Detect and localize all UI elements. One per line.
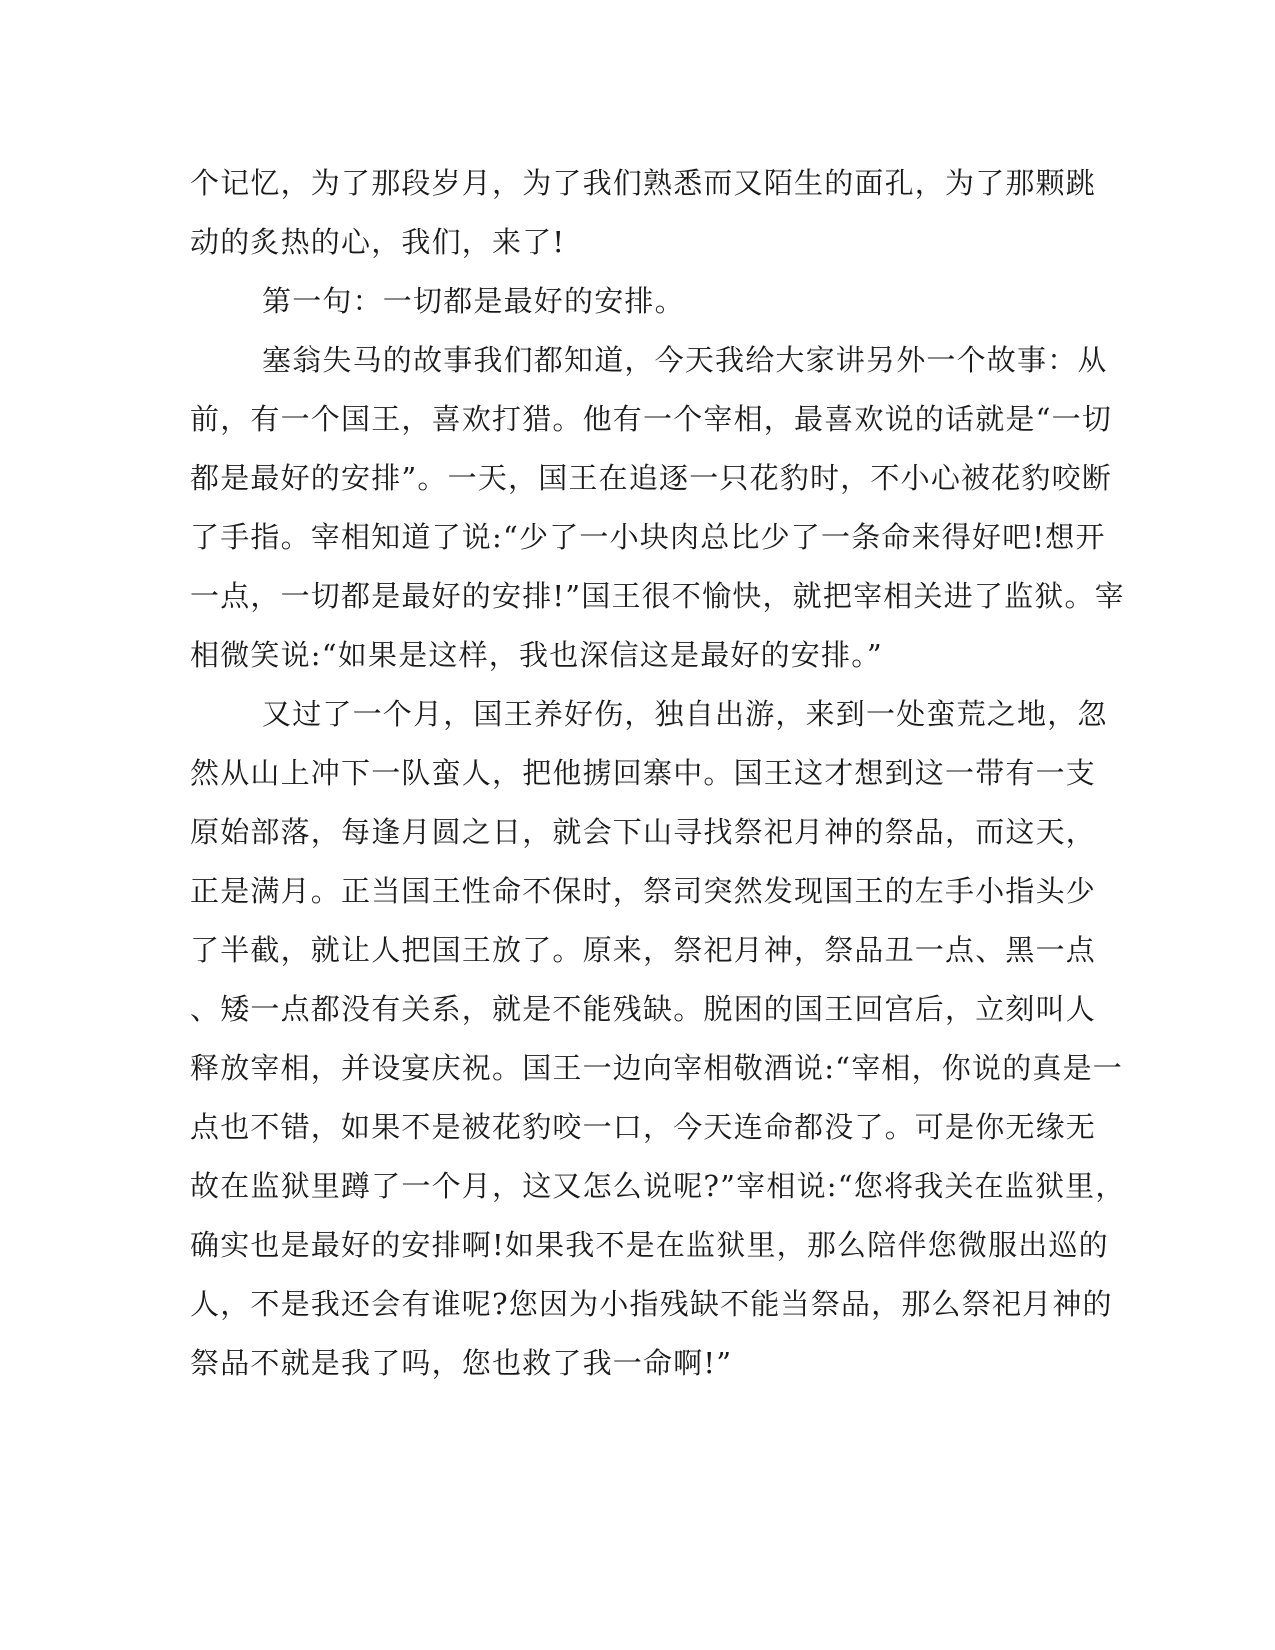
text-line: 塞翁失马的故事我们都知道，今天我给大家讲另外一个故事：从: [262, 343, 1108, 377]
text-line: 祭品不就是我了吗，您也救了我一命啊!”: [190, 1346, 733, 1380]
text-line: 点也不错，如果不是被花豹咬一口，今天连命都没了。可是你无缘无: [190, 1110, 1097, 1144]
text-line: 、矮一点都没有关系，就是不能残缺。脱困的国王回宫后，立刻叫人: [190, 992, 1097, 1026]
text-line: 又过了一个月，国王养好伤，独自出游，来到一处蛮荒之地，忽: [262, 697, 1108, 731]
text-line: 人，不是我还会有谁呢?您因为小指残缺不能当祭品，那么祭祀月神的: [190, 1287, 1113, 1321]
text-line: 动的炙热的心，我们，来了!: [190, 225, 566, 259]
text-line: 了手指。宰相知道了说:“少了一小块肉总比少了一条命来得好吧!想开: [190, 520, 1106, 554]
text-line: 了半截，就让人把国王放了。原来，祭祀月神，祭品丑一点、黑一点: [190, 933, 1097, 967]
text-line: 都是最好的安排”。一天，国王在追逐一只花豹时，不小心被花豹咬断: [190, 461, 1113, 495]
text-line: 然从山上冲下一队蛮人，把他掳回寨中。国王这才想到这一带有一支: [190, 756, 1097, 790]
text-line: 确实也是最好的安排啊!如果我不是在监狱里，那么陪伴您微服出巡的: [190, 1228, 1109, 1262]
text-line: 释放宰相，并设宴庆祝。国王一边向宰相敬酒说:“宰相，你说的真是一: [190, 1051, 1123, 1085]
text-line: 故在监狱里蹲了一个月，这又怎么说呢?”宰相说:“您将我关在监狱里，: [190, 1169, 1126, 1203]
section-heading: 第一句：一切都是最好的安排。: [262, 284, 685, 318]
text-line: 一点，一切都是最好的安排!”国王很不愉快，就把宰相关进了监狱。宰: [190, 579, 1125, 613]
text-line: 正是满月。正当国王性命不保时，祭司突然发现国王的左手小指头少: [190, 874, 1097, 908]
text-line: 原始部落，每逢月圆之日，就会下山寻找祭祀月神的祭品，而这天，: [190, 815, 1097, 849]
text-line: 前，有一个国王，喜欢打猎。他有一个宰相，最喜欢说的话就是“一切: [190, 402, 1113, 436]
text-line: 个记忆，为了那段岁月，为了我们熟悉而又陌生的面孔，为了那颗跳: [190, 166, 1097, 200]
text-line: 相微笑说:“如果是这样，我也深信这是最好的安排。”: [190, 638, 883, 672]
